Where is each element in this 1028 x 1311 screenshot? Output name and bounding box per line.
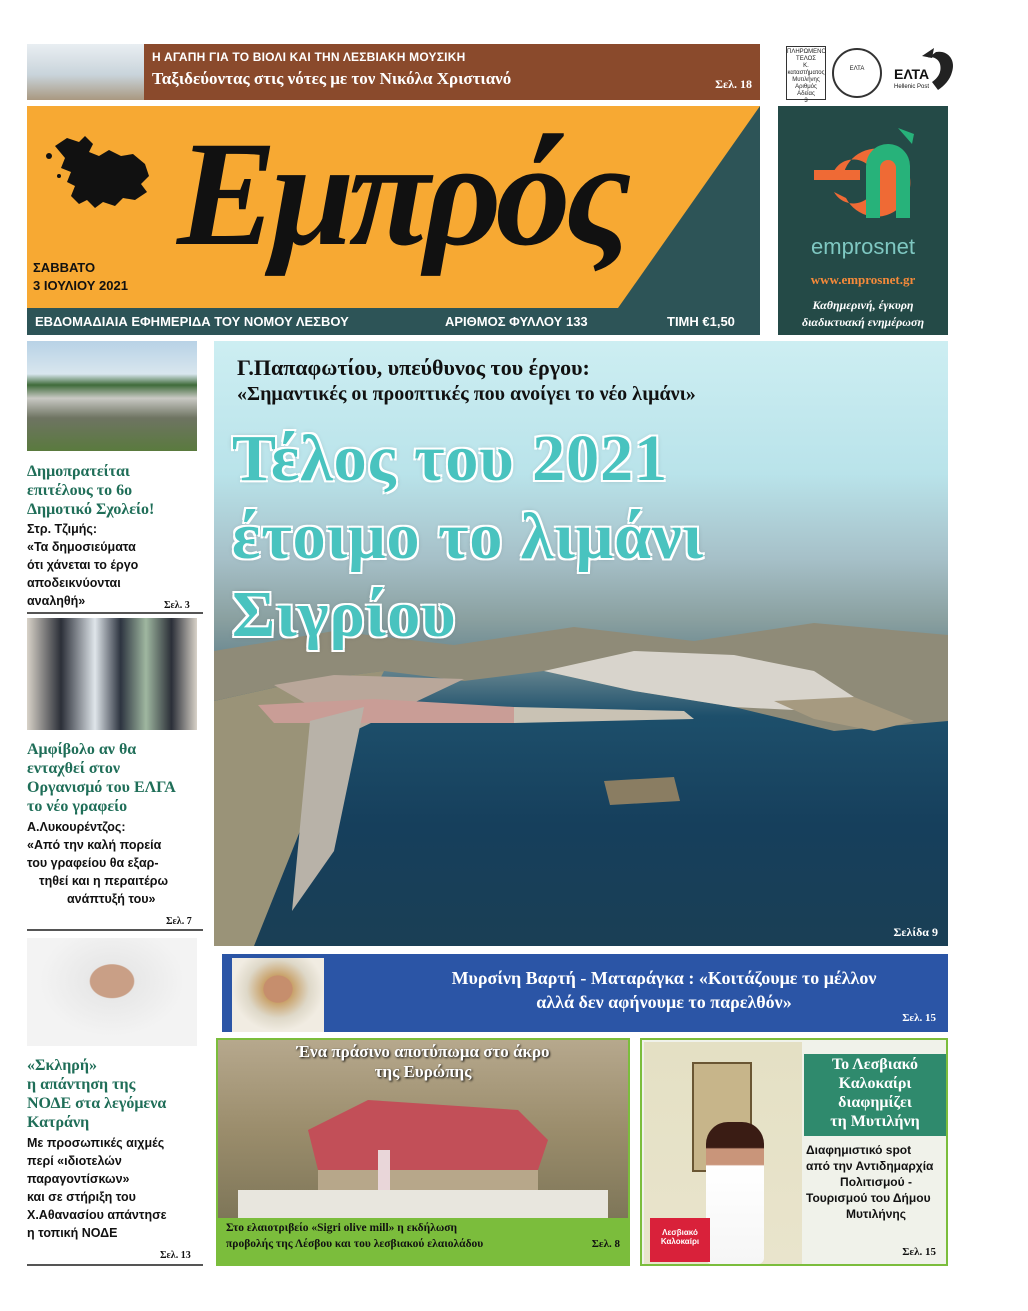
circular-postmark-text: ΕΛΤΑ (849, 66, 865, 72)
top-banner-title[interactable]: Ταξιδεύοντας στις νότες με τον Νικόλα Χριστιανό (152, 69, 512, 88)
postmark-line: ΤΕΛΟΣ (796, 56, 816, 62)
body-line: ότι χάνεται το έργο (27, 558, 139, 572)
politician-photo (27, 938, 197, 1046)
summer-story[interactable] (640, 1038, 948, 1266)
divider (27, 1264, 203, 1266)
headline-line: τη Μυτιλήνη (830, 1113, 920, 1130)
body-line: «Από την καλή πορεία (27, 838, 162, 852)
issue-number: ΑΡΙΘΜΟΣ ΦΥΛΛΟΥ 133 (445, 314, 588, 329)
banner-edge (214, 954, 222, 1032)
summer-page: Σελ. 15 (902, 1246, 936, 1258)
headline-line: Το Λεσβιακό (831, 1056, 919, 1073)
emprosnet-name: emprosnet (811, 234, 915, 259)
body-line: παραγοντίσκων» (27, 1172, 130, 1186)
olive-mill-story[interactable] (216, 1038, 630, 1266)
story-elga-body (27, 818, 202, 908)
body-line: «Τα δημοσιεύματα (27, 540, 136, 554)
body-line: Μυτιλήνης (846, 1207, 906, 1221)
body-line: αποδεικνύονται (27, 576, 121, 590)
olive-headline: Ένα πράσινο αποτύπωμα στο άκρο (296, 1042, 550, 1061)
summer-badge: Λεσβιακό Καλοκαίρι (650, 1218, 710, 1262)
paid-postage-stamp (786, 46, 827, 104)
headline-line: «Σκληρή» (27, 1057, 97, 1074)
body-line: Με προσωπικές αιχμές (27, 1136, 165, 1150)
headline-line: το νέο γραφείο (27, 798, 128, 815)
hero-story[interactable] (214, 341, 948, 946)
body-line: Διαφημιστικό spot (806, 1143, 912, 1157)
headline-line: Δημοπρατείται (27, 463, 130, 480)
story-elga-page: Σελ. 7 (166, 916, 192, 927)
headline-line: Καλοκαίρι (838, 1075, 912, 1092)
hero-headline-line: Σιγρίου (232, 578, 457, 651)
body-line: Τουρισμού του Δήμου (806, 1191, 931, 1205)
story-elga-headline[interactable] (27, 740, 202, 816)
top-banner-kicker: Η ΑΓΑΠΗ ΓΙΑ ΤΟ ΒΙΟΛΙ ΚΑΙ ΤΗΝ ΛΕΣΒΙΑΚΗ ΜΟΥΣΙΚΗ (152, 50, 466, 64)
issue-day: ΣΑΒΒΑΤΟ (33, 260, 96, 275)
summer-photo (644, 1042, 802, 1264)
issue-date: 3 ΙΟΥΛΙΟΥ 2021 (33, 278, 128, 293)
headline-line: ΝΟΔΕ στα λεγόμενα (27, 1095, 167, 1112)
elta-logo (892, 46, 962, 100)
story-school-body (27, 520, 202, 610)
divider (27, 929, 203, 931)
hero-headline-line: Τέλος του 2021 (232, 422, 669, 495)
interview-headline: αλλά δεν αφήνουμε το παρελθόν» (536, 992, 792, 1012)
body-line: Χ.Αθανασίου απάντησε (27, 1208, 167, 1222)
headline-line: διαφημίζει (838, 1094, 912, 1111)
olive-caption (218, 1218, 628, 1264)
body-line: η τοπική ΝΟΔΕ (27, 1226, 118, 1240)
postmark-line: 3 (804, 98, 808, 104)
headline-line: Κατράνη (27, 1114, 90, 1131)
interview-page: Σελ. 15 (902, 1012, 936, 1024)
story-node-page: Σελ. 13 (160, 1250, 191, 1261)
story-node-body (27, 1134, 202, 1242)
body-line: από την Αντιδημαρχία (806, 1159, 934, 1173)
olive-headline: της Ευρώπης (374, 1062, 472, 1081)
interview-banner[interactable] (214, 954, 948, 1032)
body-line: και σε στήριξη του (27, 1190, 136, 1204)
headline-line: Δημοτικό Σχολείο! (27, 501, 155, 518)
postmark-line: Κ. καταστήματος (787, 63, 825, 76)
story-school-headline[interactable] (27, 462, 202, 519)
emprosnet-url[interactable]: www.emprosnet.gr (810, 272, 916, 287)
postmark-line: Μυτιλήνης (792, 77, 820, 83)
postmark-line: Αριθμός Αδείας (795, 84, 817, 97)
story-node-headline[interactable] (27, 1056, 202, 1132)
body-line: τηθεί και η περαιτέρω (39, 874, 169, 888)
school-photo (27, 341, 197, 451)
issue-price: ΤΙΜΗ €1,50 (667, 314, 735, 329)
headline-line: ενταχθεί στον (27, 760, 121, 777)
top-banner-page: Σελ. 18 (715, 77, 752, 91)
top-banner[interactable] (27, 44, 760, 100)
body-line: περί «ιδιοτελών (27, 1154, 122, 1168)
story-school-page: Σελ. 3 (164, 600, 190, 611)
postmark-line: ΠΛΗΡΩΜΕΝΟ (787, 49, 827, 55)
emprosnet-ad[interactable] (778, 106, 948, 335)
woman-figure (706, 1122, 764, 1264)
interviewee-photo (232, 958, 324, 1032)
headline-line: η απάντηση της (27, 1076, 136, 1093)
hero-kicker: Γ.Παπαφωτίου, υπεύθυνος του έργου: (237, 355, 590, 380)
body-line: Στρ. Τζιμής: (27, 522, 98, 536)
olive-caption-line: Στο ελαιοτριβείο «Sigri olive mill» η εκδήλωση (226, 1222, 458, 1234)
body-line: αναληθή» (27, 594, 86, 608)
body-line: Α.Λυκουρέντζος: (27, 820, 126, 834)
elta-sub: Hellenic Post (894, 84, 930, 90)
body-line: Πολιτισμού - (840, 1175, 912, 1189)
emprosnet-tagline: Καθημερινή, έγκυρη (812, 298, 914, 312)
newspaper-title: Εμπρός (177, 111, 626, 277)
circular-postmark (832, 48, 882, 98)
body-line: ανάπτυξή του» (67, 892, 156, 906)
harbor-aerial-photo (214, 611, 948, 946)
headline-line: Αμφίβολο αν θα (27, 741, 137, 758)
divider (27, 612, 203, 614)
elga-office-photo (27, 618, 197, 730)
hero-quote: «Σημαντικές οι προοπτικές που ανοίγει το νέο λιμάνι» (237, 383, 696, 405)
emprosnet-logo-icon (788, 118, 938, 233)
info-bar (27, 308, 760, 335)
violinist-photo (27, 44, 144, 100)
lesvos-map-icon (37, 126, 167, 226)
elta-name: ΕΛΤΑ (894, 66, 930, 82)
hero-page: Σελίδα 9 (893, 925, 938, 939)
emprosnet-tagline: διαδικτυακή ενημέρωση (801, 315, 925, 329)
summer-headline (804, 1054, 946, 1136)
olive-page: Σελ. 8 (591, 1238, 620, 1250)
headline-line: Οργανισμό του ΕΛΓΑ (27, 779, 176, 796)
hero-headline-line: έτοιμο το λιμάνι (232, 500, 705, 573)
headline-line: επιτέλους το 6ο (27, 482, 133, 499)
olive-caption-line: προβολής της Λέσβου και του λεσβιακού ελαιολάδου (226, 1238, 484, 1250)
body-line: του γραφείου θα εξαρ- (27, 856, 159, 870)
summer-body (806, 1142, 946, 1222)
interview-headline: Μυρσίνη Βαρτή - Ματαράγκα : «Κοιτάζουμε το μέλλον (451, 968, 877, 988)
newspaper-description: ΕΒΔΟΜΑΔΙΑΙΑ ΕΦΗΜΕΡΙΔΑ ΤΟΥ ΝΟΜΟΥ ΛΕΣΒΟΥ (35, 314, 349, 329)
